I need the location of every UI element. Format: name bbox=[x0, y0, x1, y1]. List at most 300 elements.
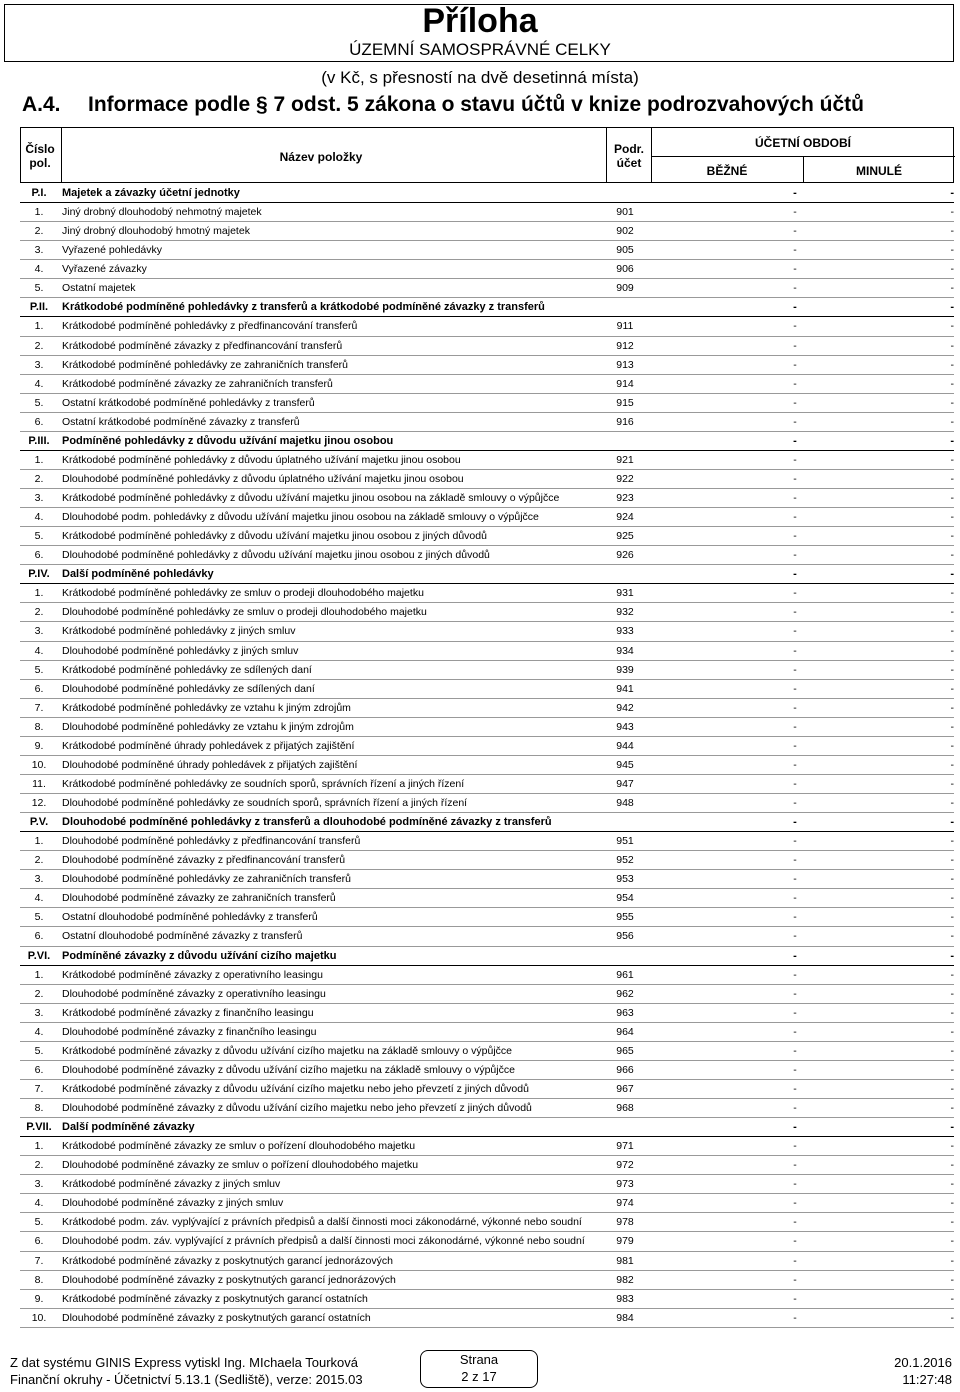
section-row bbox=[20, 184, 954, 203]
row-current: - bbox=[793, 644, 797, 657]
row-current: - bbox=[793, 1025, 797, 1038]
row-name: Dlouhodobé podmíněné pohledávky ze smluv o prodeji dlouhodobého majetku bbox=[62, 606, 427, 619]
row-previous: - bbox=[950, 1044, 954, 1057]
row-current: - bbox=[793, 720, 797, 733]
row-account: 912 bbox=[616, 339, 634, 352]
row-previous: - bbox=[950, 701, 954, 714]
row-current: - bbox=[793, 568, 797, 581]
row-name: Krátkodobé podmíněné pohledávky ze soudních sporů, správních řízení a jiných řízení bbox=[62, 777, 465, 790]
row-account: 978 bbox=[616, 1216, 634, 1229]
row-number: 4. bbox=[34, 1197, 44, 1210]
row-previous: - bbox=[950, 434, 954, 447]
row-number: 1. bbox=[34, 320, 44, 333]
row-previous: - bbox=[950, 568, 954, 581]
row-current: - bbox=[793, 1273, 797, 1286]
row-account: 916 bbox=[616, 415, 634, 428]
row-previous: - bbox=[950, 549, 954, 562]
table-row bbox=[20, 222, 954, 241]
row-name: Krátkodobé podmíněné úhrady pohledávek z přijatých zajištění bbox=[62, 739, 355, 752]
row-account: 982 bbox=[616, 1273, 634, 1286]
row-account: 944 bbox=[616, 739, 634, 752]
row-account: 947 bbox=[616, 777, 634, 790]
row-previous: - bbox=[950, 415, 954, 428]
row-name: Krátkodobé podmíněné závazky z předfinancování transferů bbox=[62, 339, 343, 352]
table-row bbox=[20, 756, 954, 775]
row-name: Dlouhodobé podmíněné závazky z předfinancování transferů bbox=[62, 854, 346, 867]
row-number: 11. bbox=[32, 777, 46, 790]
row-account: 971 bbox=[616, 1140, 634, 1153]
header-divider bbox=[606, 128, 607, 182]
row-number: 7. bbox=[34, 1254, 44, 1267]
row-previous: - bbox=[950, 663, 954, 676]
row-name: Krátkodobé podmíněné závazky z jiných smluv bbox=[62, 1178, 281, 1191]
row-previous: - bbox=[950, 1082, 954, 1095]
row-number: 4. bbox=[34, 511, 44, 524]
row-previous: - bbox=[950, 835, 954, 848]
row-current: - bbox=[793, 320, 797, 333]
row-account: 952 bbox=[616, 854, 634, 867]
page-indicator bbox=[420, 1350, 538, 1388]
row-name: Další podmíněné pohledávky bbox=[62, 568, 214, 581]
row-previous: - bbox=[950, 739, 954, 752]
row-current: - bbox=[793, 434, 797, 447]
table-row bbox=[20, 1252, 954, 1271]
row-name: Dlouhodobé podmíněné závazky z operativního leasingu bbox=[62, 987, 326, 1000]
row-name: Krátkodobé podmíněné pohledávky z důvodu užívání majetku jinou osobou z jiných důvodů bbox=[62, 530, 487, 543]
row-number: 4. bbox=[34, 377, 44, 390]
row-account: 922 bbox=[616, 472, 634, 485]
row-number: P.II. bbox=[29, 301, 49, 314]
row-account: 966 bbox=[616, 1063, 634, 1076]
row-name: Krátkodobé podmíněné pohledávky z důvodu úplatného užívání majetku jinou osobou bbox=[62, 453, 461, 466]
row-current: - bbox=[793, 511, 797, 524]
row-number: 6. bbox=[34, 930, 44, 943]
row-number: 1. bbox=[34, 206, 44, 219]
row-number: P.I. bbox=[31, 187, 47, 199]
row-account: 931 bbox=[616, 587, 634, 600]
row-name: Vyřazené pohledávky bbox=[62, 244, 163, 257]
row-account: 901 bbox=[616, 206, 634, 219]
row-number: 6. bbox=[34, 682, 44, 695]
table-row bbox=[20, 546, 954, 565]
row-number: 2. bbox=[34, 339, 44, 352]
section-row bbox=[20, 565, 954, 584]
row-current: - bbox=[793, 377, 797, 390]
table-header bbox=[20, 127, 954, 183]
row-current: - bbox=[793, 339, 797, 352]
print-time: 11:27:48 bbox=[902, 1372, 952, 1387]
row-current: - bbox=[793, 530, 797, 543]
row-account: 933 bbox=[616, 625, 634, 638]
row-previous: - bbox=[950, 587, 954, 600]
row-name: Krátkodobé podmíněné závazky z finančního leasingu bbox=[62, 1006, 314, 1019]
row-number: 3. bbox=[34, 492, 44, 504]
row-name: Krátkodobé podmíněné závazky z poskytnutých garancí jednorázových bbox=[62, 1254, 393, 1267]
row-previous: - bbox=[950, 1311, 954, 1324]
table-row bbox=[20, 680, 954, 699]
table-row bbox=[20, 375, 954, 394]
table-row bbox=[20, 927, 954, 946]
table-row bbox=[20, 508, 954, 527]
row-current: - bbox=[793, 1311, 797, 1324]
row-account: 915 bbox=[616, 396, 634, 409]
row-number: P.IV. bbox=[28, 568, 50, 581]
row-previous: - bbox=[950, 187, 954, 199]
row-current: - bbox=[793, 854, 797, 867]
row-name: Krátkodobé podmíněné závazky z důvodu užívání cizího majetku nebo jeho převzetí z jiných důvodů bbox=[62, 1082, 529, 1095]
footer-system: Finanční okruhy - Účetnictví 5.13.1 (Sedliště), verze: 2015.03 bbox=[10, 1372, 363, 1387]
row-account: 956 bbox=[616, 930, 634, 943]
table-row bbox=[20, 908, 954, 927]
table-row bbox=[20, 527, 954, 546]
row-number: 4. bbox=[34, 892, 44, 905]
row-current: - bbox=[793, 263, 797, 276]
row-account: 921 bbox=[616, 453, 634, 466]
row-name: Jiný drobný dlouhodobý nehmotný majetek bbox=[62, 206, 262, 219]
row-number: 7. bbox=[34, 701, 44, 714]
header-col-name: Název položky bbox=[279, 150, 363, 164]
row-current: - bbox=[793, 892, 797, 905]
table-row bbox=[20, 317, 954, 336]
row-name: Krátkodobé podmíněné pohledávky ze zahraničních transferů bbox=[62, 358, 349, 371]
row-number: 2. bbox=[34, 854, 44, 867]
section-row bbox=[20, 1118, 954, 1137]
row-current: - bbox=[793, 797, 797, 809]
row-name: Krátkodobé podmíněné pohledávky ze smluv o prodeji dlouhodobého majetku bbox=[62, 587, 424, 600]
row-previous: - bbox=[950, 225, 954, 238]
table-row bbox=[20, 737, 954, 756]
row-name: Dlouhodobé podm. záv. vyplývající z právních předpisů a další činnosti moci zákonodárné, výkonné nebo soudní bbox=[62, 1235, 585, 1248]
section-row bbox=[20, 432, 954, 451]
row-previous: - bbox=[950, 949, 954, 962]
page-value: 2 z 17 bbox=[461, 1369, 497, 1384]
row-current: - bbox=[793, 206, 797, 219]
row-previous: - bbox=[950, 987, 954, 1000]
row-name: Dlouhodobé podmíněné pohledávky z předfinancování transferů bbox=[62, 835, 361, 848]
row-current: - bbox=[793, 1006, 797, 1019]
row-name: Dlouhodobé podmíněné závazky ze zahraničních transferů bbox=[62, 892, 336, 905]
table-row bbox=[20, 279, 954, 298]
row-number: 1. bbox=[34, 587, 44, 600]
row-previous: - bbox=[950, 892, 954, 905]
row-current: - bbox=[793, 225, 797, 238]
row-previous: - bbox=[950, 339, 954, 352]
page-label: Strana bbox=[459, 1352, 499, 1367]
row-current: - bbox=[793, 1102, 797, 1114]
footer-printed-by: Z dat systému GINIS Express vytiskl Ing. MIchaela Tourková bbox=[10, 1355, 358, 1370]
table-row bbox=[20, 718, 954, 737]
row-previous: - bbox=[950, 968, 954, 981]
row-name: Dlouhodobé podmíněné závazky z poskytnutých garancí ostatních bbox=[62, 1311, 371, 1324]
footer-info bbox=[10, 1354, 363, 1388]
row-name: Krátkodobé podmíněné pohledávky ze vztahu k jiným zdrojům bbox=[62, 701, 351, 714]
row-current: - bbox=[793, 625, 797, 638]
row-previous: - bbox=[950, 396, 954, 409]
row-name: Dlouhodobé podmíněné závazky z poskytnutých garancí jednorázových bbox=[62, 1273, 396, 1286]
table-row bbox=[20, 337, 954, 356]
footer-timestamp bbox=[894, 1354, 952, 1388]
row-current: - bbox=[793, 1063, 797, 1076]
row-account: 955 bbox=[616, 911, 634, 924]
row-name: Dlouhodobé podmíněné závazky z důvodu užívání cizího majetku na základě smlouvy o výpůjčce bbox=[62, 1063, 515, 1076]
row-previous: - bbox=[950, 1063, 954, 1076]
row-name: Ostatní dlouhodobé podmíněné pohledávky z transferů bbox=[62, 911, 318, 924]
table-row bbox=[20, 966, 954, 985]
row-number: 6. bbox=[34, 415, 44, 428]
row-name: Ostatní dlouhodobé podmíněné závazky z transferů bbox=[62, 930, 303, 943]
row-previous: - bbox=[950, 1273, 954, 1286]
table-row bbox=[20, 622, 954, 641]
row-previous: - bbox=[950, 816, 954, 829]
row-account: 942 bbox=[616, 701, 634, 714]
row-account: 925 bbox=[616, 530, 634, 543]
row-name: Podmíněné pohledávky z důvodu užívání majetku jinou osobou bbox=[62, 434, 394, 447]
row-number: 5. bbox=[34, 1216, 44, 1229]
row-account: 983 bbox=[616, 1292, 634, 1305]
row-number: P.III. bbox=[28, 434, 50, 447]
row-account: 953 bbox=[616, 873, 634, 886]
row-name: Ostatní majetek bbox=[62, 282, 136, 295]
row-number: 3. bbox=[34, 1178, 44, 1191]
row-name: Krátkodobé podmíněné závazky ze zahraničních transferů bbox=[62, 377, 333, 390]
row-number: 3. bbox=[34, 873, 44, 886]
table-row bbox=[20, 1213, 954, 1232]
row-name: Krátkodobé podmíněné závazky ze smluv o pořízení dlouhodobého majetku bbox=[62, 1140, 416, 1153]
row-name: Dlouhodobé podmíněné pohledávky ze sdílených daní bbox=[62, 682, 315, 695]
table-row bbox=[20, 851, 954, 870]
row-previous: - bbox=[950, 206, 954, 219]
section-row bbox=[20, 947, 954, 966]
table-row bbox=[20, 413, 954, 432]
row-current: - bbox=[793, 453, 797, 466]
table-row bbox=[20, 203, 954, 222]
row-account: 913 bbox=[616, 358, 634, 371]
row-number: P.VI. bbox=[27, 949, 51, 962]
row-account: 981 bbox=[616, 1254, 634, 1267]
row-number: 1. bbox=[34, 453, 44, 466]
row-current: - bbox=[793, 301, 797, 314]
row-current: - bbox=[793, 415, 797, 428]
header-col-current: BĚŽNÉ bbox=[706, 164, 748, 178]
row-previous: - bbox=[950, 1178, 954, 1191]
row-previous: - bbox=[950, 930, 954, 943]
row-current: - bbox=[793, 358, 797, 371]
table-row bbox=[20, 1137, 954, 1156]
section-row bbox=[20, 813, 954, 832]
table-row bbox=[20, 661, 954, 680]
row-previous: - bbox=[950, 453, 954, 466]
table-row bbox=[20, 1290, 954, 1309]
row-name: Krátkodobé podmíněné pohledávky z jiných smluv bbox=[62, 625, 296, 638]
table-row bbox=[20, 1175, 954, 1194]
row-number: 5. bbox=[34, 530, 44, 543]
row-previous: - bbox=[950, 797, 954, 809]
row-previous: - bbox=[950, 1102, 954, 1114]
row-current: - bbox=[793, 492, 797, 504]
row-name: Krátkodobé podmíněné závazky z poskytnutých garancí ostatních bbox=[62, 1292, 368, 1305]
row-previous: - bbox=[950, 644, 954, 657]
print-date: 20.1.2016 bbox=[894, 1355, 952, 1370]
row-current: - bbox=[793, 587, 797, 600]
header-divider bbox=[61, 128, 62, 182]
row-previous: - bbox=[950, 472, 954, 485]
row-current: - bbox=[793, 663, 797, 676]
row-previous: - bbox=[950, 911, 954, 924]
row-number: 3. bbox=[34, 1006, 44, 1019]
row-current: - bbox=[793, 606, 797, 619]
row-name: Krátkodobé podmíněné závazky z důvodu užívání cizího majetku na základě smlouvy o výpůjčce bbox=[62, 1044, 512, 1057]
section-title: Informace podle § 7 odst. 5 zákona o stavu účtů v knize podrozvahových účtů bbox=[88, 93, 865, 116]
row-current: - bbox=[793, 1140, 797, 1153]
row-name: Podmíněné závazky z důvodu užívání cizího majetku bbox=[62, 949, 337, 962]
row-number: 1. bbox=[34, 1140, 44, 1153]
row-current: - bbox=[793, 682, 797, 695]
table-row bbox=[20, 1004, 954, 1023]
row-account: 926 bbox=[616, 549, 634, 562]
section-code: A.4. bbox=[22, 93, 61, 116]
row-current: - bbox=[793, 968, 797, 981]
row-name: Dlouhodobé podmíněné závazky z důvodu užívání cizího majetku nebo jeho převzetí z jiných důvodů bbox=[62, 1102, 532, 1114]
row-number: 3. bbox=[34, 244, 44, 257]
row-current: - bbox=[793, 1082, 797, 1095]
row-name: Dlouhodobé podmíněné úhrady pohledávek z přijatých zajištění bbox=[62, 758, 358, 771]
header-col-period: ÚČETNÍ OBDOBÍ bbox=[755, 136, 851, 150]
row-previous: - bbox=[950, 1292, 954, 1305]
row-previous: - bbox=[950, 530, 954, 543]
table-row bbox=[20, 794, 954, 813]
row-number: 2. bbox=[34, 1159, 44, 1172]
row-account: 902 bbox=[616, 225, 634, 238]
row-previous: - bbox=[950, 358, 954, 371]
row-previous: - bbox=[950, 1216, 954, 1229]
row-previous: - bbox=[950, 1140, 954, 1153]
table-row bbox=[20, 489, 954, 508]
row-account: 984 bbox=[616, 1311, 634, 1324]
row-name: Krátkodobé podmíněné pohledávky z důvodu užívání majetku jinou osobou na základě smlouvy o výpůjčce bbox=[62, 492, 560, 504]
header-col-account: Podr. účet bbox=[613, 142, 644, 170]
row-previous: - bbox=[950, 1197, 954, 1210]
row-current: - bbox=[793, 472, 797, 485]
table-row bbox=[20, 603, 954, 622]
row-account: 961 bbox=[616, 968, 634, 981]
row-number: 9. bbox=[34, 1292, 44, 1305]
row-name: Krátkodobé podmíněné pohledávky z předfinancování transferů bbox=[62, 320, 358, 333]
row-previous: - bbox=[950, 873, 954, 886]
table-row bbox=[20, 584, 954, 603]
table-row bbox=[20, 1232, 954, 1251]
row-account: 963 bbox=[616, 1006, 634, 1019]
row-account: 941 bbox=[616, 682, 634, 695]
row-name: Ostatní krátkodobé podmíněné pohledávky z transferů bbox=[62, 396, 315, 409]
row-name: Vyřazené závazky bbox=[62, 263, 147, 276]
row-current: - bbox=[793, 758, 797, 771]
row-current: - bbox=[793, 987, 797, 1000]
row-account: 906 bbox=[616, 263, 634, 276]
table-row bbox=[20, 241, 954, 260]
row-current: - bbox=[793, 1216, 797, 1229]
row-number: 5. bbox=[34, 282, 44, 295]
row-account: 924 bbox=[616, 511, 634, 524]
row-number: 2. bbox=[34, 987, 44, 1000]
row-number: 3. bbox=[34, 358, 44, 371]
row-name: Dlouhodobé podmíněné pohledávky ze zahraničních transferů bbox=[62, 873, 351, 886]
row-number: 10. bbox=[31, 1311, 47, 1324]
page-subtitle: ÚZEMNÍ SAMOSPRÁVNÉ CELKY bbox=[349, 40, 611, 59]
row-current: - bbox=[793, 1159, 797, 1172]
row-name: Další podmíněné závazky bbox=[62, 1121, 195, 1134]
row-name: Dlouhodobé podm. pohledávky z důvodu užívání majetku jinou osobou na základě smlouvy o výpůjčce bbox=[62, 511, 539, 524]
unit-note: (v Kč, s přesností na dvě desetinná místa) bbox=[321, 68, 639, 87]
row-number: 2. bbox=[34, 472, 44, 485]
row-account: 943 bbox=[616, 720, 634, 733]
table-row bbox=[20, 356, 954, 375]
row-current: - bbox=[793, 549, 797, 562]
row-current: - bbox=[793, 949, 797, 962]
row-number: 2. bbox=[34, 225, 44, 238]
row-name: Krátkodobé podmíněné závazky z operativního leasingu bbox=[62, 968, 323, 981]
table-row bbox=[20, 1271, 954, 1290]
row-number: 4. bbox=[34, 263, 44, 276]
row-account: 934 bbox=[616, 644, 634, 657]
row-account: 954 bbox=[616, 892, 634, 905]
row-account: 932 bbox=[616, 606, 634, 619]
row-previous: - bbox=[950, 758, 954, 771]
row-account: 962 bbox=[616, 987, 634, 1000]
row-number: 8. bbox=[34, 1102, 44, 1114]
row-previous: - bbox=[950, 606, 954, 619]
row-name: Dlouhodobé podmíněné pohledávky z transferů a dlouhodobé podmíněné závazky z transferů bbox=[62, 816, 552, 829]
row-number: 1. bbox=[34, 968, 44, 981]
row-current: - bbox=[793, 1178, 797, 1191]
row-account: 968 bbox=[616, 1102, 634, 1114]
row-account: 909 bbox=[616, 282, 634, 295]
table-row bbox=[20, 1080, 954, 1099]
table-body bbox=[20, 184, 954, 1328]
row-previous: - bbox=[950, 1121, 954, 1134]
row-previous: - bbox=[950, 263, 954, 276]
row-name: Dlouhodobé podmíněné pohledávky ze soudních sporů, správních řízení a jiných řízení bbox=[62, 797, 468, 809]
row-number: 5. bbox=[34, 663, 44, 676]
row-number: 6. bbox=[34, 1063, 44, 1076]
row-name: Dlouhodobé podmíněné závazky ze smluv o pořízení dlouhodobého majetku bbox=[62, 1159, 419, 1172]
row-number: 4. bbox=[34, 644, 44, 657]
row-previous: - bbox=[950, 492, 954, 504]
row-previous: - bbox=[950, 377, 954, 390]
row-previous: - bbox=[950, 777, 954, 790]
row-account: 974 bbox=[616, 1197, 634, 1210]
row-number: P.V. bbox=[29, 816, 49, 829]
row-name: Krátkodobé podmíněné pohledávky z transferů a krátkodobé podmíněné závazky z transferů bbox=[62, 301, 545, 314]
row-number: 8. bbox=[34, 720, 44, 733]
row-current: - bbox=[793, 282, 797, 295]
row-current: - bbox=[793, 739, 797, 752]
row-name: Krátkodobé podm. záv. vyplývající z právních předpisů a další činnosti moci zákonodárné, výkonné nebo soudní bbox=[62, 1216, 582, 1229]
table-row bbox=[20, 1099, 954, 1118]
table-row bbox=[20, 1023, 954, 1042]
row-number: P.VII. bbox=[26, 1121, 52, 1134]
row-current: - bbox=[793, 187, 797, 199]
row-account: 911 bbox=[616, 320, 634, 333]
row-number: 2. bbox=[34, 606, 44, 619]
row-name: Jiný drobný dlouhodobý hmotný majetek bbox=[62, 225, 250, 238]
row-number: 5. bbox=[34, 911, 44, 924]
row-account: 973 bbox=[616, 1178, 634, 1191]
row-previous: - bbox=[950, 301, 954, 314]
row-name: Dlouhodobé podmíněné pohledávky z jiných smluv bbox=[62, 644, 299, 657]
table-row bbox=[20, 870, 954, 889]
row-current: - bbox=[793, 1121, 797, 1134]
row-current: - bbox=[793, 1292, 797, 1305]
